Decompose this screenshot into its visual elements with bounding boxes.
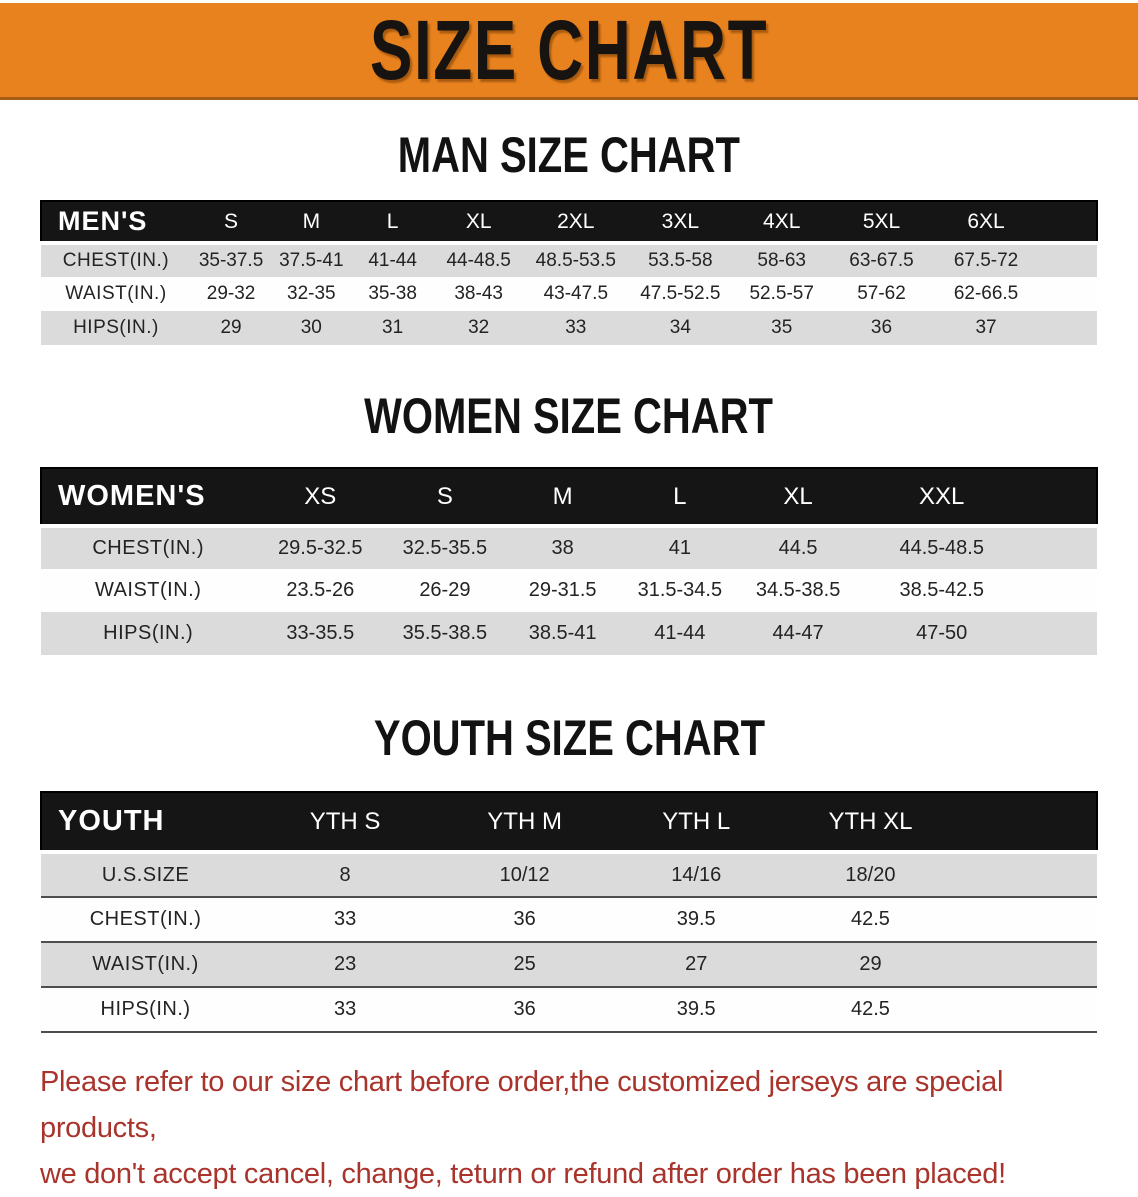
- size-value: 34.5-38.5: [739, 569, 857, 612]
- size-value: 41-44: [351, 243, 433, 277]
- column-header: XL: [434, 201, 524, 243]
- size-value: 29: [191, 311, 271, 345]
- size-value: 18/20: [783, 852, 957, 897]
- size-value: 35-38: [351, 277, 433, 311]
- table-row: [41, 277, 1097, 311]
- spacer-cell: [1040, 311, 1097, 345]
- youth-group-label: YOUTH: [41, 792, 250, 852]
- size-value: 32.5-35.5: [385, 526, 504, 569]
- order-notice: [40, 1059, 1100, 1197]
- size-value: 26-29: [385, 569, 504, 612]
- column-header: YTH M: [440, 792, 609, 852]
- spacer-cell: [1040, 243, 1097, 277]
- youth-header-row: [41, 792, 1097, 852]
- size-value: 36: [440, 897, 609, 942]
- size-value: 33: [524, 311, 629, 345]
- size-value: 41-44: [621, 612, 739, 655]
- table-row: [41, 897, 1097, 942]
- size-value: 39.5: [609, 987, 783, 1032]
- size-value: 36: [831, 311, 932, 345]
- row-label: HIPS(IN.): [41, 612, 255, 655]
- table-row: [41, 526, 1097, 569]
- table-row: [41, 243, 1097, 277]
- size-value: 42.5: [783, 987, 957, 1032]
- size-value: 53.5-58: [628, 243, 733, 277]
- column-header: 6XL: [932, 201, 1040, 243]
- size-value: 34: [628, 311, 733, 345]
- size-value: 62-66.5: [932, 277, 1040, 311]
- size-value: 38.5-41: [505, 612, 621, 655]
- women-group-label: WOMEN'S: [41, 468, 255, 526]
- table-row: [41, 942, 1097, 987]
- spacer-cell: [1026, 526, 1097, 569]
- row-label: CHEST(IN.): [41, 897, 250, 942]
- size-value: 44.5-48.5: [857, 526, 1026, 569]
- size-value: 35: [733, 311, 831, 345]
- youth-section-heading: [0, 710, 1138, 766]
- size-value: 29.5-32.5: [255, 526, 385, 569]
- women-section-heading-text: WOMEN SIZE CHART: [364, 388, 774, 444]
- size-value: 38-43: [434, 277, 524, 311]
- women-header-row: [41, 468, 1097, 526]
- women-section-heading: [0, 388, 1138, 444]
- banner-title: SIZE CHART: [369, 3, 769, 97]
- column-header: 2XL: [524, 201, 629, 243]
- size-value: 14/16: [609, 852, 783, 897]
- size-value: 33-35.5: [255, 612, 385, 655]
- size-value: 42.5: [783, 897, 957, 942]
- column-header: XS: [255, 468, 385, 526]
- row-label: CHEST(IN.): [41, 243, 191, 277]
- table-row: [41, 612, 1097, 655]
- size-value: 23.5-26: [255, 569, 385, 612]
- column-header: M: [505, 468, 621, 526]
- order-notice-line1: Please refer to our size chart before order,the customized jerseys are special products,: [40, 1066, 1004, 1144]
- column-header: 5XL: [831, 201, 932, 243]
- size-value: 36: [440, 987, 609, 1032]
- spacer-cell: [958, 897, 1097, 942]
- table-row: [41, 311, 1097, 345]
- size-value: 10/12: [440, 852, 609, 897]
- man-section-heading: [0, 127, 1138, 183]
- size-value: 35.5-38.5: [385, 612, 504, 655]
- spacer-cell: [958, 942, 1097, 987]
- row-label: CHEST(IN.): [41, 526, 255, 569]
- spacer-cell: [958, 987, 1097, 1032]
- men-group-label: MEN'S: [41, 201, 191, 243]
- column-header: L: [351, 201, 433, 243]
- size-value: 32-35: [271, 277, 351, 311]
- column-header: XXL: [857, 468, 1026, 526]
- spacer-cell: [1040, 201, 1097, 243]
- size-value: 37.5-41: [271, 243, 351, 277]
- column-header: YTH S: [250, 792, 440, 852]
- row-label: WAIST(IN.): [41, 277, 191, 311]
- size-value: 39.5: [609, 897, 783, 942]
- size-value: 48.5-53.5: [524, 243, 629, 277]
- size-value: 47-50: [857, 612, 1026, 655]
- size-value: 58-63: [733, 243, 831, 277]
- column-header: 3XL: [628, 201, 733, 243]
- column-header: L: [621, 468, 739, 526]
- size-value: 43-47.5: [524, 277, 629, 311]
- size-value: 44.5: [739, 526, 857, 569]
- column-header: YTH L: [609, 792, 783, 852]
- column-header: 4XL: [733, 201, 831, 243]
- column-header: S: [385, 468, 504, 526]
- spacer-cell: [1026, 612, 1097, 655]
- size-value: 32: [434, 311, 524, 345]
- size-value: 25: [440, 942, 609, 987]
- size-value: 31: [351, 311, 433, 345]
- table-row: [41, 569, 1097, 612]
- size-value: 33: [250, 987, 440, 1032]
- size-value: 67.5-72: [932, 243, 1040, 277]
- banner: [0, 3, 1138, 100]
- size-chart-page: [0, 3, 1138, 1197]
- size-value: 37: [932, 311, 1040, 345]
- size-value: 33: [250, 897, 440, 942]
- row-label: U.S.SIZE: [41, 852, 250, 897]
- order-notice-line2: we don't accept cancel, change, teturn or refund after order has been placed!: [40, 1158, 1006, 1190]
- size-value: 38: [505, 526, 621, 569]
- spacer-cell: [958, 792, 1097, 852]
- row-label: WAIST(IN.): [41, 942, 250, 987]
- youth-size-table: [40, 791, 1098, 1033]
- spacer-cell: [1026, 468, 1097, 526]
- size-value: 52.5-57: [733, 277, 831, 311]
- size-value: 41: [621, 526, 739, 569]
- row-label: HIPS(IN.): [41, 987, 250, 1032]
- column-header: M: [271, 201, 351, 243]
- size-value: 44-47: [739, 612, 857, 655]
- men-size-table: [40, 200, 1098, 345]
- size-value: 47.5-52.5: [628, 277, 733, 311]
- column-header: S: [191, 201, 271, 243]
- man-section-heading-text: MAN SIZE CHART: [397, 127, 741, 183]
- column-header: XL: [739, 468, 857, 526]
- size-value: 29: [783, 942, 957, 987]
- column-header: YTH XL: [783, 792, 957, 852]
- size-value: 35-37.5: [191, 243, 271, 277]
- size-value: 63-67.5: [831, 243, 932, 277]
- spacer-cell: [1026, 569, 1097, 612]
- spacer-cell: [958, 852, 1097, 897]
- size-value: 38.5-42.5: [857, 569, 1026, 612]
- size-value: 57-62: [831, 277, 932, 311]
- men-header-row: [41, 201, 1097, 243]
- size-value: 29-32: [191, 277, 271, 311]
- size-value: 30: [271, 311, 351, 345]
- size-value: 44-48.5: [434, 243, 524, 277]
- row-label: HIPS(IN.): [41, 311, 191, 345]
- table-row: [41, 852, 1097, 897]
- table-row: [41, 987, 1097, 1032]
- size-value: 23: [250, 942, 440, 987]
- youth-section-heading-text: YOUTH SIZE CHART: [373, 710, 765, 766]
- row-label: WAIST(IN.): [41, 569, 255, 612]
- women-size-table: [40, 467, 1098, 655]
- size-value: 8: [250, 852, 440, 897]
- size-value: 29-31.5: [505, 569, 621, 612]
- size-value: 27: [609, 942, 783, 987]
- size-value: 31.5-34.5: [621, 569, 739, 612]
- spacer-cell: [1040, 277, 1097, 311]
